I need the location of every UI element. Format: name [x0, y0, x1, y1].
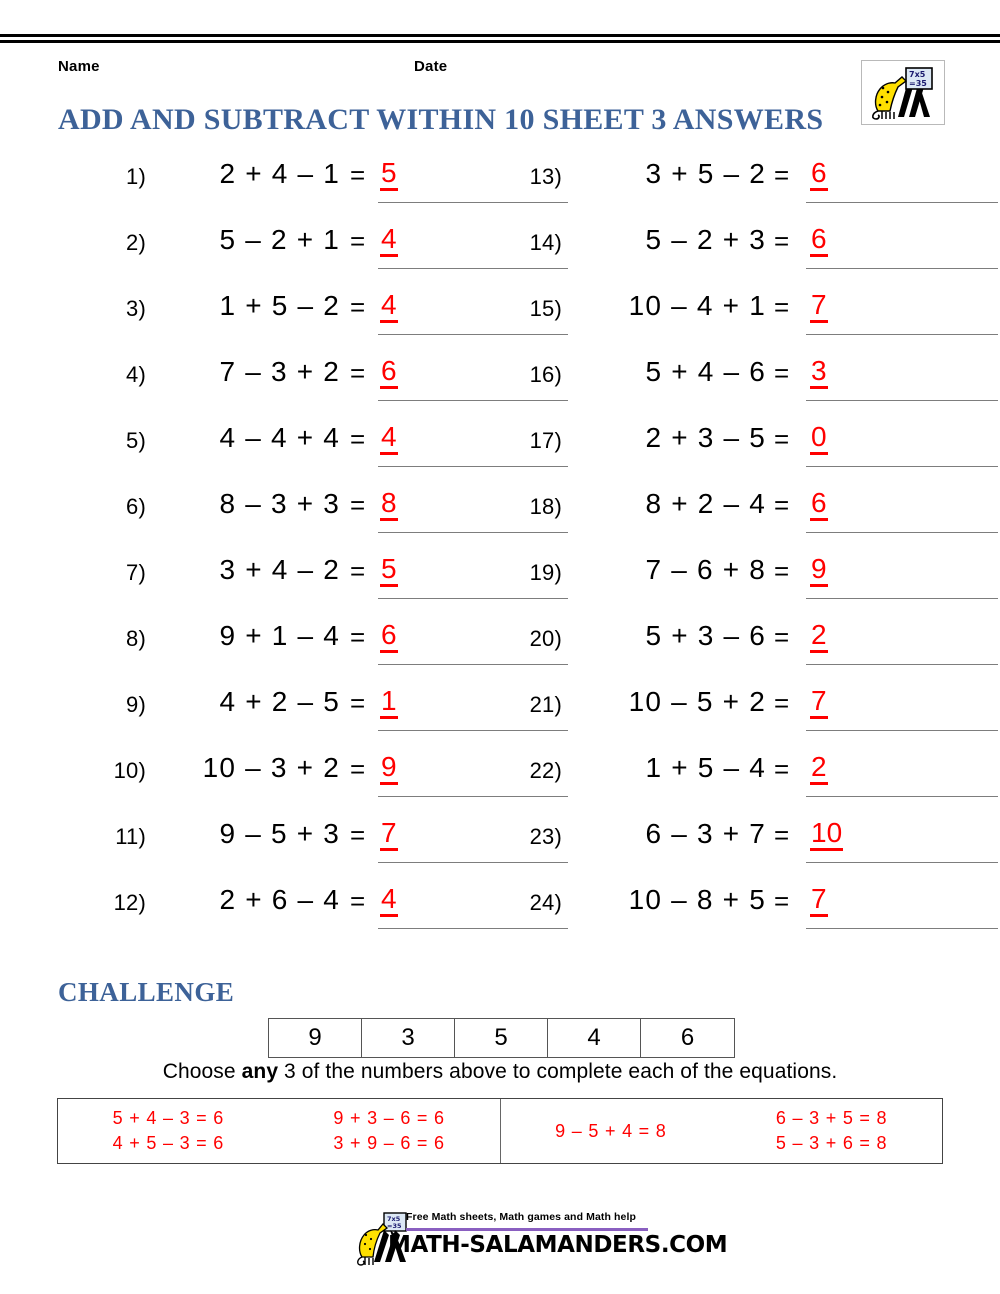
- problem-expression: 9 + 1 – 4: [219, 620, 340, 651]
- problem-expression: 3 + 4 – 2: [219, 554, 340, 585]
- problem-expression: 7 – 3 + 2: [219, 356, 340, 387]
- challenge-answer-line: 9 + 3 – 6 = 6: [333, 1108, 445, 1128]
- problem-answer[interactable]: 6: [810, 224, 828, 257]
- equals-sign: =: [350, 622, 366, 652]
- problem-number: 7): [126, 560, 146, 585]
- problem-row: [508, 881, 968, 947]
- problem-row: [508, 485, 968, 551]
- challenge-answer-pane: [58, 1099, 279, 1163]
- svg-text:=35: =35: [909, 79, 927, 88]
- equals-sign: =: [774, 886, 790, 916]
- equals-sign: =: [350, 886, 366, 916]
- problem-number: 3): [126, 296, 146, 321]
- answer-write-line: [806, 400, 998, 401]
- page-top-rule: [0, 34, 1000, 43]
- instruction-prefix: Choose: [162, 1060, 242, 1083]
- footer-tagline: Free Math sheets, Math games and Math help: [406, 1211, 636, 1223]
- footer-domain: MATH-SALAMANDERS.COM: [388, 1232, 728, 1258]
- problem-row: [92, 221, 552, 287]
- problem-answer[interactable]: 1: [380, 686, 398, 719]
- problem-expression: 2 + 6 – 4: [219, 884, 340, 915]
- equals-sign: =: [774, 292, 790, 322]
- instruction-emphasis: any: [241, 1060, 279, 1083]
- problem-number: 20): [529, 626, 562, 651]
- answer-write-line: [806, 532, 998, 533]
- problem-number: 8): [126, 626, 146, 651]
- problem-expression: 4 + 2 – 5: [219, 686, 340, 717]
- problem-number: 6): [126, 494, 146, 519]
- problem-row: [92, 551, 552, 617]
- equals-sign: =: [350, 490, 366, 520]
- challenge-answer-group: [113, 1108, 224, 1154]
- problem-expression: 5 – 2 + 1: [219, 224, 340, 255]
- problem-row: [508, 419, 968, 485]
- problem-expression: 10 – 8 + 5: [628, 884, 766, 915]
- svg-text:7x5: 7x5: [387, 1215, 401, 1223]
- equals-sign: =: [774, 754, 790, 784]
- problem-number: 5): [126, 428, 146, 453]
- answer-write-line: [806, 862, 998, 863]
- challenge-number-strip: [268, 1018, 735, 1058]
- problem-answer[interactable]: 2: [810, 752, 828, 785]
- instruction-suffix: 3 of the numbers above to complete each of the equations.: [278, 1060, 838, 1083]
- challenge-answer-pane: [501, 1099, 722, 1163]
- challenge-answer-group: [776, 1108, 887, 1154]
- problem-row: [508, 155, 968, 221]
- challenge-number-cell[interactable]: 9: [269, 1019, 362, 1057]
- problem-expression: 6 – 3 + 7: [645, 818, 766, 849]
- problem-answer[interactable]: 5: [380, 158, 398, 191]
- challenge-number-cell[interactable]: 6: [641, 1019, 734, 1057]
- problem-number: 11): [115, 824, 146, 849]
- equals-sign: =: [350, 820, 366, 850]
- equals-sign: =: [774, 160, 790, 190]
- problem-number: 23): [529, 824, 562, 849]
- problem-answer[interactable]: 2: [810, 620, 828, 653]
- problem-row: [508, 815, 968, 881]
- brand-badge: [861, 60, 945, 125]
- problem-answer[interactable]: 7: [810, 884, 828, 917]
- problem-number: 2): [126, 230, 146, 255]
- equals-sign: =: [774, 622, 790, 652]
- challenge-number-cell[interactable]: 4: [548, 1019, 641, 1057]
- problem-row: [508, 353, 968, 419]
- problem-row: [508, 749, 968, 815]
- problem-answer[interactable]: 6: [810, 488, 828, 521]
- problem-answer[interactable]: 5: [380, 554, 398, 587]
- equals-sign: =: [774, 424, 790, 454]
- equals-sign: =: [774, 820, 790, 850]
- equals-sign: =: [350, 358, 366, 388]
- problem-row: [508, 683, 968, 749]
- challenge-heading: CHALLENGE: [58, 977, 235, 1007]
- problem-number: 10): [113, 758, 146, 783]
- date-label: Date: [414, 58, 448, 75]
- challenge-answer-line: 3 + 9 – 6 = 6: [333, 1133, 445, 1153]
- equals-sign: =: [774, 226, 790, 256]
- problem-number: 4): [126, 362, 146, 387]
- problem-answer[interactable]: 7: [810, 290, 828, 323]
- challenge-answer-group: [333, 1108, 444, 1154]
- problem-row: [92, 419, 552, 485]
- problem-number: 12): [113, 890, 146, 915]
- problem-row: [92, 815, 552, 881]
- challenge-answer-line: 5 – 3 + 6 = 8: [775, 1133, 888, 1153]
- problem-expression: 2 + 3 – 5: [645, 422, 766, 453]
- page-footer: [0, 1208, 1000, 1272]
- worksheet-header: [0, 58, 1000, 84]
- problem-row: [92, 617, 552, 683]
- answer-write-line: [806, 928, 998, 929]
- problem-answer[interactable]: 4: [380, 422, 398, 455]
- problem-number: 1): [126, 164, 146, 189]
- equals-sign: =: [350, 556, 366, 586]
- problem-number: 17): [529, 428, 562, 453]
- problem-number: 18): [529, 494, 562, 519]
- problem-expression: 8 + 2 – 4: [645, 488, 766, 519]
- problem-row: [92, 485, 552, 551]
- answer-write-line: [806, 664, 998, 665]
- problem-row: [92, 749, 552, 815]
- problem-answer[interactable]: 9: [810, 554, 828, 587]
- problem-answer[interactable]: 7: [810, 686, 828, 719]
- problem-number: 22): [529, 758, 562, 783]
- problem-expression: 1 + 5 – 4: [645, 752, 766, 783]
- svg-text:7x5: 7x5: [909, 70, 926, 79]
- problem-answer[interactable]: 7: [380, 818, 398, 851]
- challenge-answer-line: 6 – 3 + 5 = 8: [775, 1108, 888, 1128]
- problem-expression: 10 – 4 + 1: [628, 290, 766, 321]
- equals-sign: =: [774, 556, 790, 586]
- page-title: ADD AND SUBTRACT WITHIN 10 SHEET 3 ANSWERS: [58, 103, 824, 136]
- answer-write-line: [806, 334, 998, 335]
- problem-expression: 9 – 5 + 3: [219, 818, 340, 849]
- equals-sign: =: [350, 226, 366, 256]
- problem-answer[interactable]: 10: [810, 818, 843, 851]
- challenge-answer-group: [555, 1121, 666, 1142]
- equals-sign: =: [774, 490, 790, 520]
- problem-expression: 4 – 4 + 4: [219, 422, 340, 453]
- challenge-number-cell[interactable]: 5: [455, 1019, 548, 1057]
- problem-expression: 1 + 5 – 2: [219, 290, 340, 321]
- challenge-answer-pane: [279, 1099, 501, 1163]
- challenge-answer-box: [57, 1098, 943, 1164]
- equals-sign: =: [350, 754, 366, 784]
- problem-expression: 10 – 3 + 2: [202, 752, 340, 783]
- answer-write-line: [806, 598, 998, 599]
- problem-answer[interactable]: 4: [380, 224, 398, 257]
- footer-divider: [406, 1228, 648, 1231]
- problem-expression: 7 – 6 + 8: [645, 554, 766, 585]
- problem-column-right: [508, 155, 968, 947]
- challenge-answer-pane: [721, 1099, 942, 1163]
- problem-answer[interactable]: 4: [380, 884, 398, 917]
- equals-sign: =: [350, 688, 366, 718]
- problem-row: [508, 551, 968, 617]
- problem-row: [92, 683, 552, 749]
- answer-write-line: [806, 268, 998, 269]
- problem-answer[interactable]: 6: [380, 620, 398, 653]
- problem-expression: 5 + 3 – 6: [645, 620, 766, 651]
- answer-write-line: [806, 466, 998, 467]
- problem-row: [92, 353, 552, 419]
- problem-column-left: [92, 155, 552, 947]
- problem-answer[interactable]: 8: [380, 488, 398, 521]
- answer-write-line: [806, 730, 998, 731]
- name-label: Name: [58, 58, 100, 75]
- equals-sign: =: [350, 292, 366, 322]
- equals-sign: =: [350, 424, 366, 454]
- equals-sign: =: [774, 688, 790, 718]
- problem-number: 24): [529, 890, 562, 915]
- math-salamander-easel-logo-icon: [862, 61, 944, 124]
- problem-expression: 5 + 4 – 6: [645, 356, 766, 387]
- problem-answer[interactable]: 6: [810, 158, 828, 191]
- problem-expression: 3 + 5 – 2: [645, 158, 766, 189]
- answer-write-line: [806, 202, 998, 203]
- problem-row: [92, 881, 552, 947]
- challenge-number-cell[interactable]: 3: [362, 1019, 455, 1057]
- challenge-answer-line: 9 – 5 + 4 = 8: [555, 1120, 667, 1141]
- problem-answer[interactable]: 9: [380, 752, 398, 785]
- problem-row: [508, 287, 968, 353]
- problem-number: 14): [529, 230, 562, 255]
- problem-number: 21): [529, 692, 562, 717]
- problem-row: [92, 287, 552, 353]
- problem-number: 9): [126, 692, 146, 717]
- challenge-instruction: [0, 1060, 1000, 1084]
- problem-row: [92, 155, 552, 221]
- problem-expression: 2 + 4 – 1: [219, 158, 340, 189]
- problem-answer[interactable]: 4: [380, 290, 398, 323]
- problem-expression: 8 – 3 + 3: [219, 488, 340, 519]
- problem-answer[interactable]: 0: [810, 422, 828, 455]
- problem-row: [508, 617, 968, 683]
- equals-sign: =: [350, 160, 366, 190]
- problem-number: 15): [529, 296, 562, 321]
- equals-sign: =: [774, 358, 790, 388]
- problem-expression: 5 – 2 + 3: [645, 224, 766, 255]
- problem-answer[interactable]: 6: [380, 356, 398, 389]
- problem-number: 13): [529, 164, 562, 189]
- problem-number: 16): [529, 362, 562, 387]
- challenge-answer-line: 5 + 4 – 3 = 6: [112, 1108, 225, 1128]
- svg-text:=35: =35: [387, 1222, 402, 1230]
- problem-expression: 10 – 5 + 2: [628, 686, 766, 717]
- challenge-answer-line: 4 + 5 – 3 = 6: [112, 1133, 225, 1153]
- answer-write-line: [806, 796, 998, 797]
- problem-answer[interactable]: 3: [810, 356, 828, 389]
- problem-row: [508, 221, 968, 287]
- problem-number: 19): [529, 560, 562, 585]
